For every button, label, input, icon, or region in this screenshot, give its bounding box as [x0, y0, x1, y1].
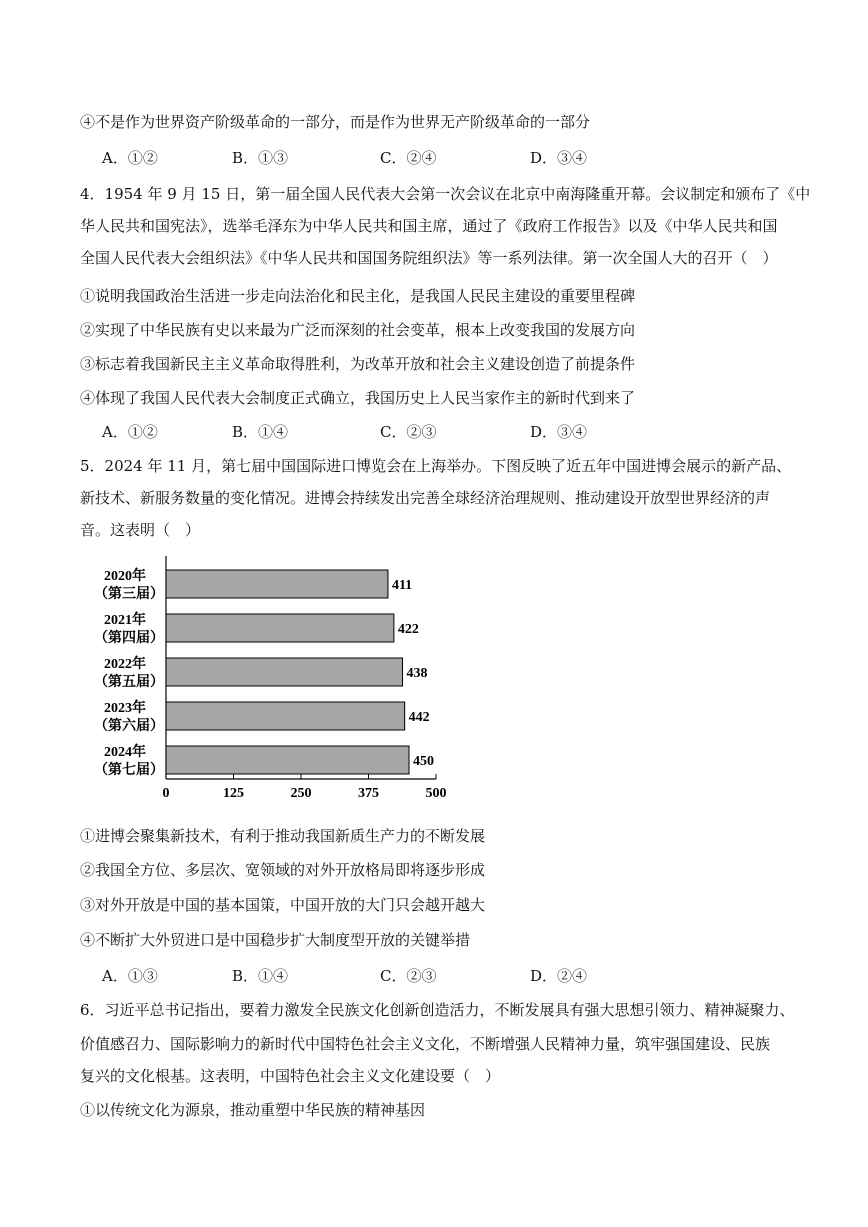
q4-item-4: ④体现了我国人民代表大会制度正式确立，我国历史上人民当家作主的新时代到来了 — [80, 389, 636, 407]
q4-option-a[interactable]: A．①② — [102, 423, 158, 441]
q5-option-d[interactable]: D．②④ — [530, 967, 588, 985]
q4-stem-line-1: 4．1954 年 9 月 15 日，第一届全国人民代表大会第一次会议在北京中南海隆重开幕。会议制定和颁布了《中 — [80, 185, 811, 203]
bar — [166, 702, 405, 730]
q6-stem-line-2: 价值感召力、国际影响力的新时代中国特色社会主义文化，不断增强人民精神力量，筑牢强国建设、民族 — [80, 1035, 771, 1053]
x-tick-label: 125 — [223, 786, 244, 801]
category-year-label: 2024年 — [104, 745, 146, 760]
q4-item-3: ③标志着我国新民主主义革命取得胜利，为改革开放和社会主义建设创造了前提条件 — [80, 355, 636, 373]
bar — [166, 658, 403, 686]
q3-option-a[interactable]: A．①② — [102, 149, 158, 167]
category-session-label: （第四届） — [94, 631, 164, 646]
q5-item-2: ②我国全方位、多层次、宽领域的对外开放格局即将逐步形成 — [80, 861, 486, 879]
bar-value-label: 411 — [391, 578, 413, 593]
q6-stem-line-3: 复兴的文化根基。这表明，中国特色社会主义文化建设要（ ） — [80, 1067, 501, 1085]
bar-value-label: 422 — [397, 622, 419, 637]
x-tick-label: 375 — [358, 786, 379, 801]
q5-item-1: ①进博会聚集新技术，有利于推动我国新质生产力的不断发展 — [80, 827, 486, 845]
q4-option-c[interactable]: C．②③ — [380, 423, 437, 441]
q5-option-b[interactable]: B．①④ — [232, 967, 289, 985]
q6-stem-line-1: 6．习近平总书记指出，要着力激发全民族文化创新创造活力，不断发展具有强大思想引领力、精神凝聚力、 — [80, 1001, 795, 1019]
q4-option-d[interactable]: D．③④ — [530, 423, 588, 441]
q4-item-1: ①说明我国政治生活进一步走向法治化和民主化，是我国人民民主建设的重要里程碑 — [80, 287, 636, 305]
bar-value-label: 450 — [413, 754, 434, 769]
q5-option-a[interactable]: A．①③ — [102, 967, 158, 985]
q4-option-b[interactable]: B．①④ — [232, 423, 289, 441]
q4-item-2: ②实现了中华民族有史以来最为广泛而深刻的社会变革，根本上改变我国的发展方向 — [80, 321, 636, 339]
bar-value-label: 438 — [406, 666, 428, 681]
bar-value-label: 442 — [408, 710, 430, 725]
q5-stem-line-1: 5．2024 年 11 月，第七届中国国际进口博览会在上海举办。下图反映了近五年中国进博会展示的新产品、 — [80, 457, 792, 475]
x-tick-label: 250 — [290, 786, 312, 801]
bar — [166, 570, 388, 598]
q5-stem-line-2: 新技术、新服务数量的变化情况。进博会持续发出完善全球经济治理规则、推动建设开放型世界经济的声 — [80, 489, 771, 507]
category-session-label: （第五届） — [94, 675, 164, 690]
q5-options — [102, 966, 702, 986]
category-session-label: （第三届） — [94, 587, 164, 602]
q3-option-b[interactable]: B．①③ — [232, 149, 289, 167]
q3-option-c[interactable]: C．②④ — [380, 149, 437, 167]
category-session-label: （第七届） — [94, 763, 164, 778]
q5-option-c[interactable]: C．②③ — [380, 967, 437, 985]
x-tick-label: 0 — [162, 786, 170, 801]
category-year-label: 2022年 — [104, 657, 146, 672]
category-year-label: 2023年 — [104, 701, 146, 716]
q4-stem-line-2: 华人民共和国宪法》，选举毛泽东为中华人民共和国主席，通过了《政府工作报告》以及《中华人民共和国 — [80, 217, 778, 235]
q5-item-3: ③对外开放是中国的基本国策，中国开放的大门只会越开越大 — [80, 896, 486, 914]
bar — [166, 746, 409, 774]
q5-stem-line-3: 音。这表明（ ） — [80, 521, 201, 539]
category-year-label: 2021年 — [104, 613, 146, 628]
category-year-label: 2020年 — [104, 569, 146, 584]
q5-item-4: ④不断扩大外贸进口是中国稳步扩大制度型开放的关键举措 — [80, 931, 471, 949]
q3-item-4: ④不是作为世界资产阶级革命的一部分，而是作为世界无产阶级革命的一部分 — [80, 113, 591, 131]
x-tick-label: 500 — [425, 786, 447, 801]
q3-option-d[interactable]: D．③④ — [530, 149, 588, 167]
q4-stem-line-3: 全国人民代表大会组织法》《中华人民共和国国务院组织法》等一系列法律。第一次全国人大的召开（ ） — [80, 249, 778, 267]
q6-item-1: ①以传统文化为源泉，推动重塑中华民族的精神基因 — [80, 1101, 426, 1119]
category-session-label: （第六届） — [94, 719, 164, 734]
bar — [166, 614, 394, 642]
